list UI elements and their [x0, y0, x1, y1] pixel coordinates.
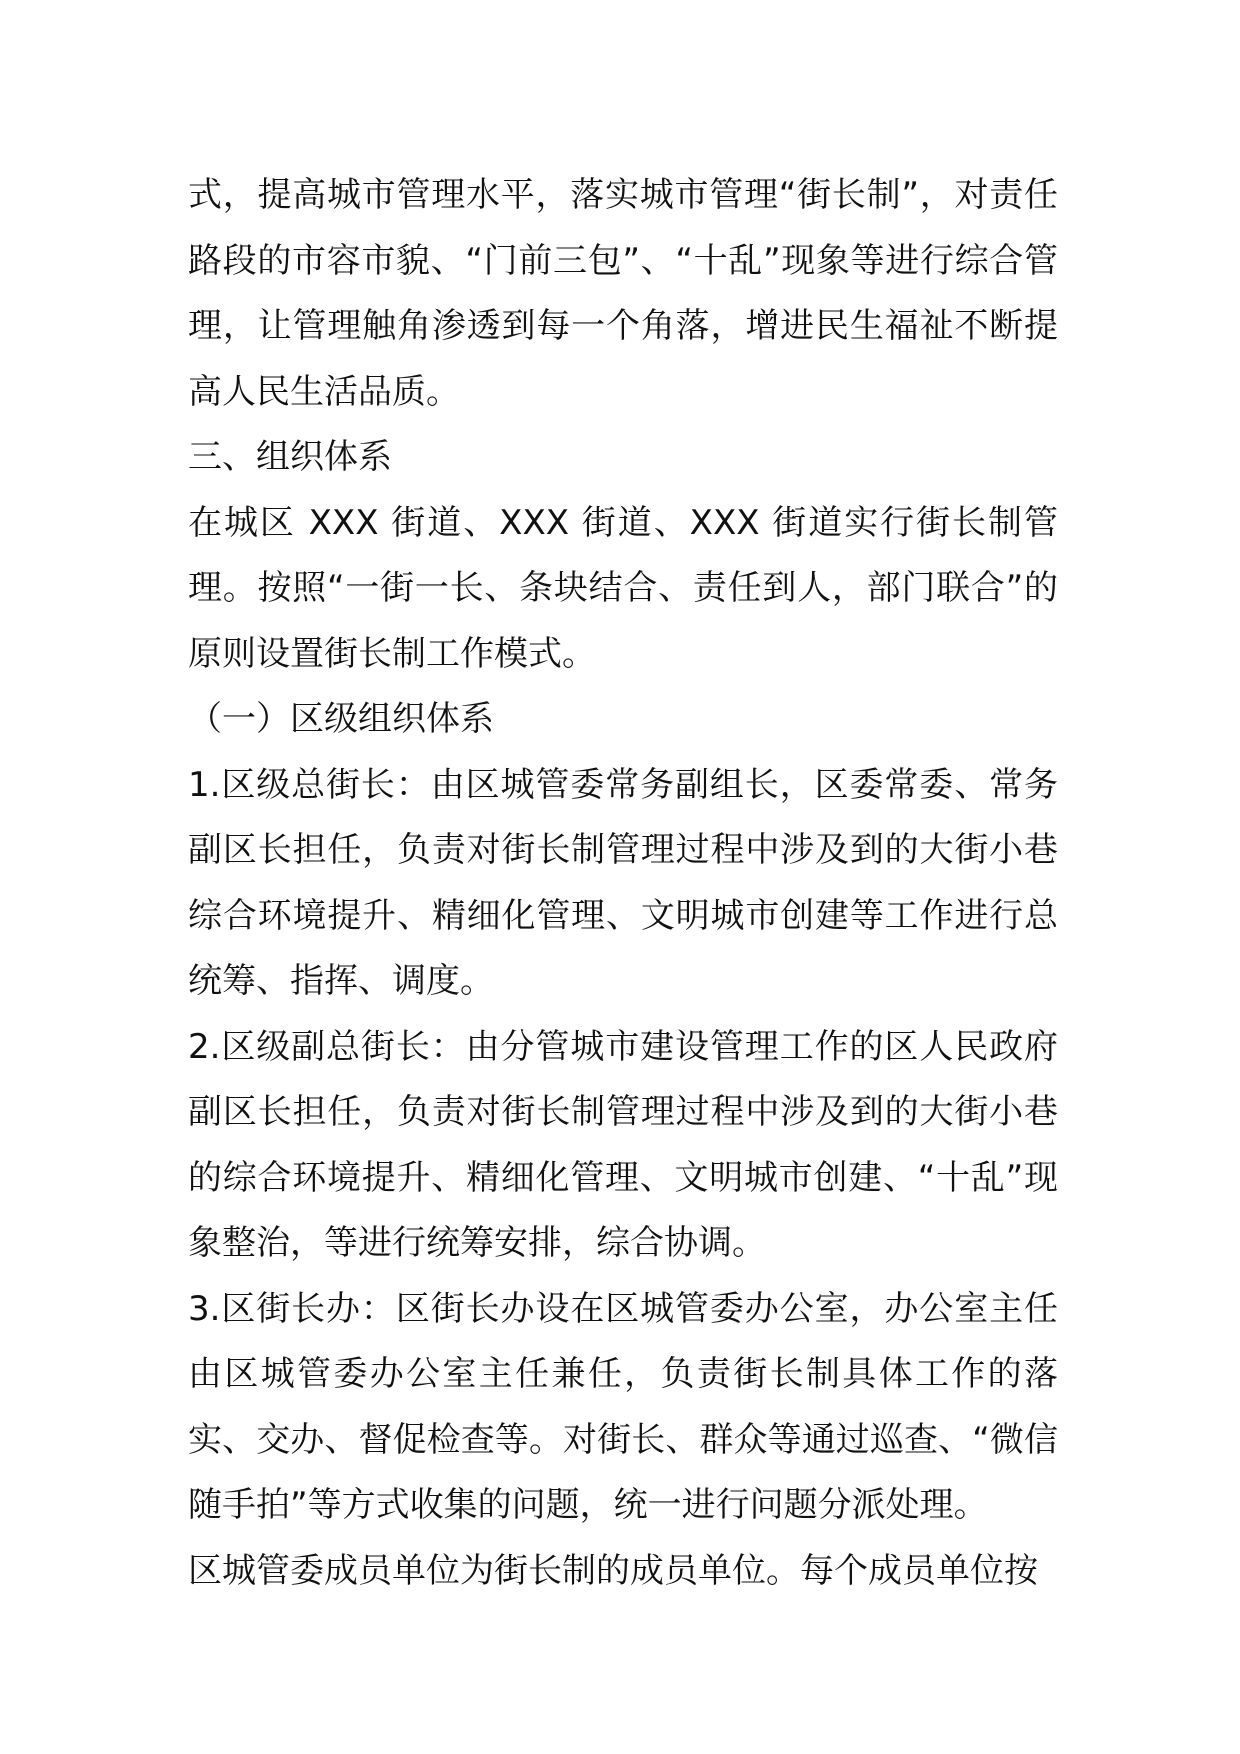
- paragraph-item-2: 2.区级副总街长：由分管城市建设管理工作的区人民政府副区长担任，负责对街长制管理过程中涉及到的大街小巷的综合环境提升、精细化管理、文明城市创建、“十乱”现象整治，等进行统筹安排，综合协调。: [188, 1026, 1058, 1263]
- paragraph-member-units: 区城管委成员单位为街长制的成员单位。每个成员单位按: [188, 1550, 1038, 1591]
- paragraph-item-1: 1.区级总街长：由区城管委常务副组长，区委常委、常务副区长担任，负责对街长制管理过程中涉及到的大街小巷综合环境提升、精细化管理、文明城市创建等工作进行总统筹、指挥、调度。: [188, 764, 1058, 1001]
- section-heading-organization: 三、组织体系: [188, 437, 392, 477]
- document-body: [188, 163, 1058, 1604]
- paragraph-item-3: 3.区街长办：区街长办设在区城管委办公室，办公室主任由区城管委办公室主任兼任，负责街长制具体工作的落实、交办、督促检查等。对街长、群众等通过巡查、“微信随手拍”等方式收集的问题，统一进行问题分派处理。: [188, 1288, 1058, 1525]
- paragraph-intro-continuation: 式，提高城市管理水平，落实城市管理“街长制”，对责任路段的市容市貌、“门前三包”、“十乱”现象等进行综合管理，让管理触角渗透到每一个角落，增进民生福祉不断提高人民生活品质。: [188, 175, 1058, 412]
- paragraph-organization-overview: 在城区 XXX 街道、XXX 街道、XXX 街道实行街长制管理。按照“一街一长、条块结合、责任到人，部门联合”的原则设置街长制工作模式。: [188, 502, 1058, 674]
- subsection-heading-district: （一）区级组织体系: [188, 699, 494, 739]
